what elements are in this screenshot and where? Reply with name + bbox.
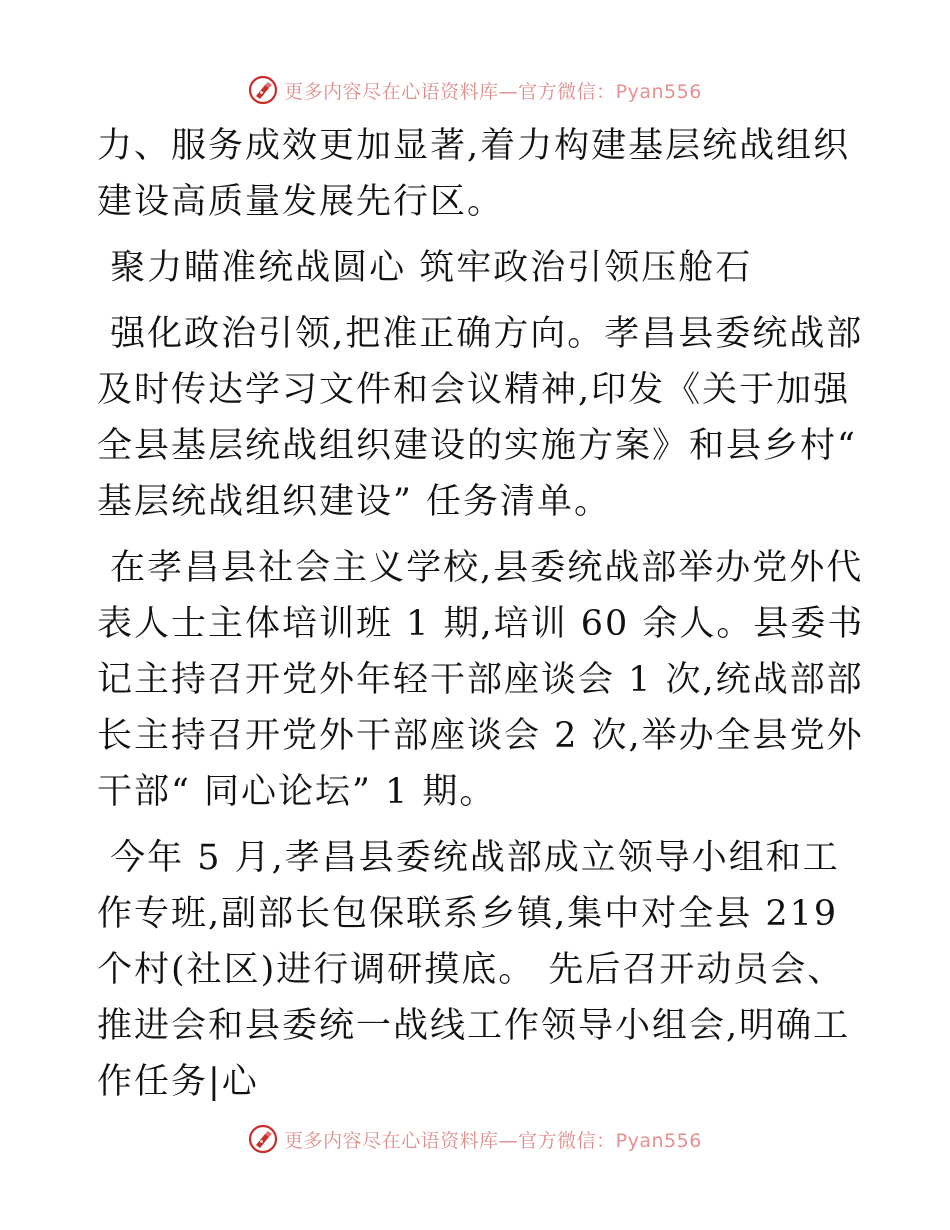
document-body — [97, 118, 871, 1110]
watermark-group — [248, 1124, 702, 1154]
watermark-text — [284, 1126, 702, 1153]
pen-nib-logo-icon — [248, 1124, 278, 1154]
watermark-wechat-id: Pyan556 — [615, 1129, 702, 1152]
paragraph: 强化政治引领,把准正确方向。孝昌县委统战部及时传达学习文件和会议精神,印发《关于加强全县基层统战组织建设的实施方案》和县乡村“ 基层统战组织建设” 任务清单。 — [97, 314, 871, 522]
watermark-text — [284, 77, 702, 104]
watermark-label: 更多内容尽在心语资料库—官方微信： — [284, 80, 616, 103]
watermark-label: 更多内容尽在心语资料库—官方微信： — [284, 1129, 616, 1152]
pen-nib-logo-icon — [248, 75, 278, 105]
paragraph: 今年 5 月,孝昌县委统战部成立领导小组和工作专班,副部长包保联系乡镇,集中对全县 219 个村(社区)进行调研摸底。 先后召开动员会、 推进会和县委统一战线工作领导小组会,明确工作任务|心 — [97, 838, 858, 1102]
section-heading: 聚力瞄准统战圆心 筑牢政治引领压舱石 — [97, 248, 753, 288]
paragraph: 力、服务成效更加显著,着力构建基层统战组织建设高质量发展先行区。 — [97, 126, 851, 222]
footer-watermark — [0, 1122, 950, 1156]
header-watermark — [0, 73, 950, 107]
watermark-group — [248, 75, 702, 105]
watermark-wechat-id: Pyan556 — [615, 80, 702, 103]
paragraph: 在孝昌县社会主义学校,县委统战部举办党外代表人士主体培训班 1 期,培训 60 余人。县委书记主持召开党外年轻干部座谈会 1 次,统战部部长主持召开党外干部座谈会 2 次,举办全县党外干部“ 同心论坛” 1 期。 — [97, 548, 865, 812]
